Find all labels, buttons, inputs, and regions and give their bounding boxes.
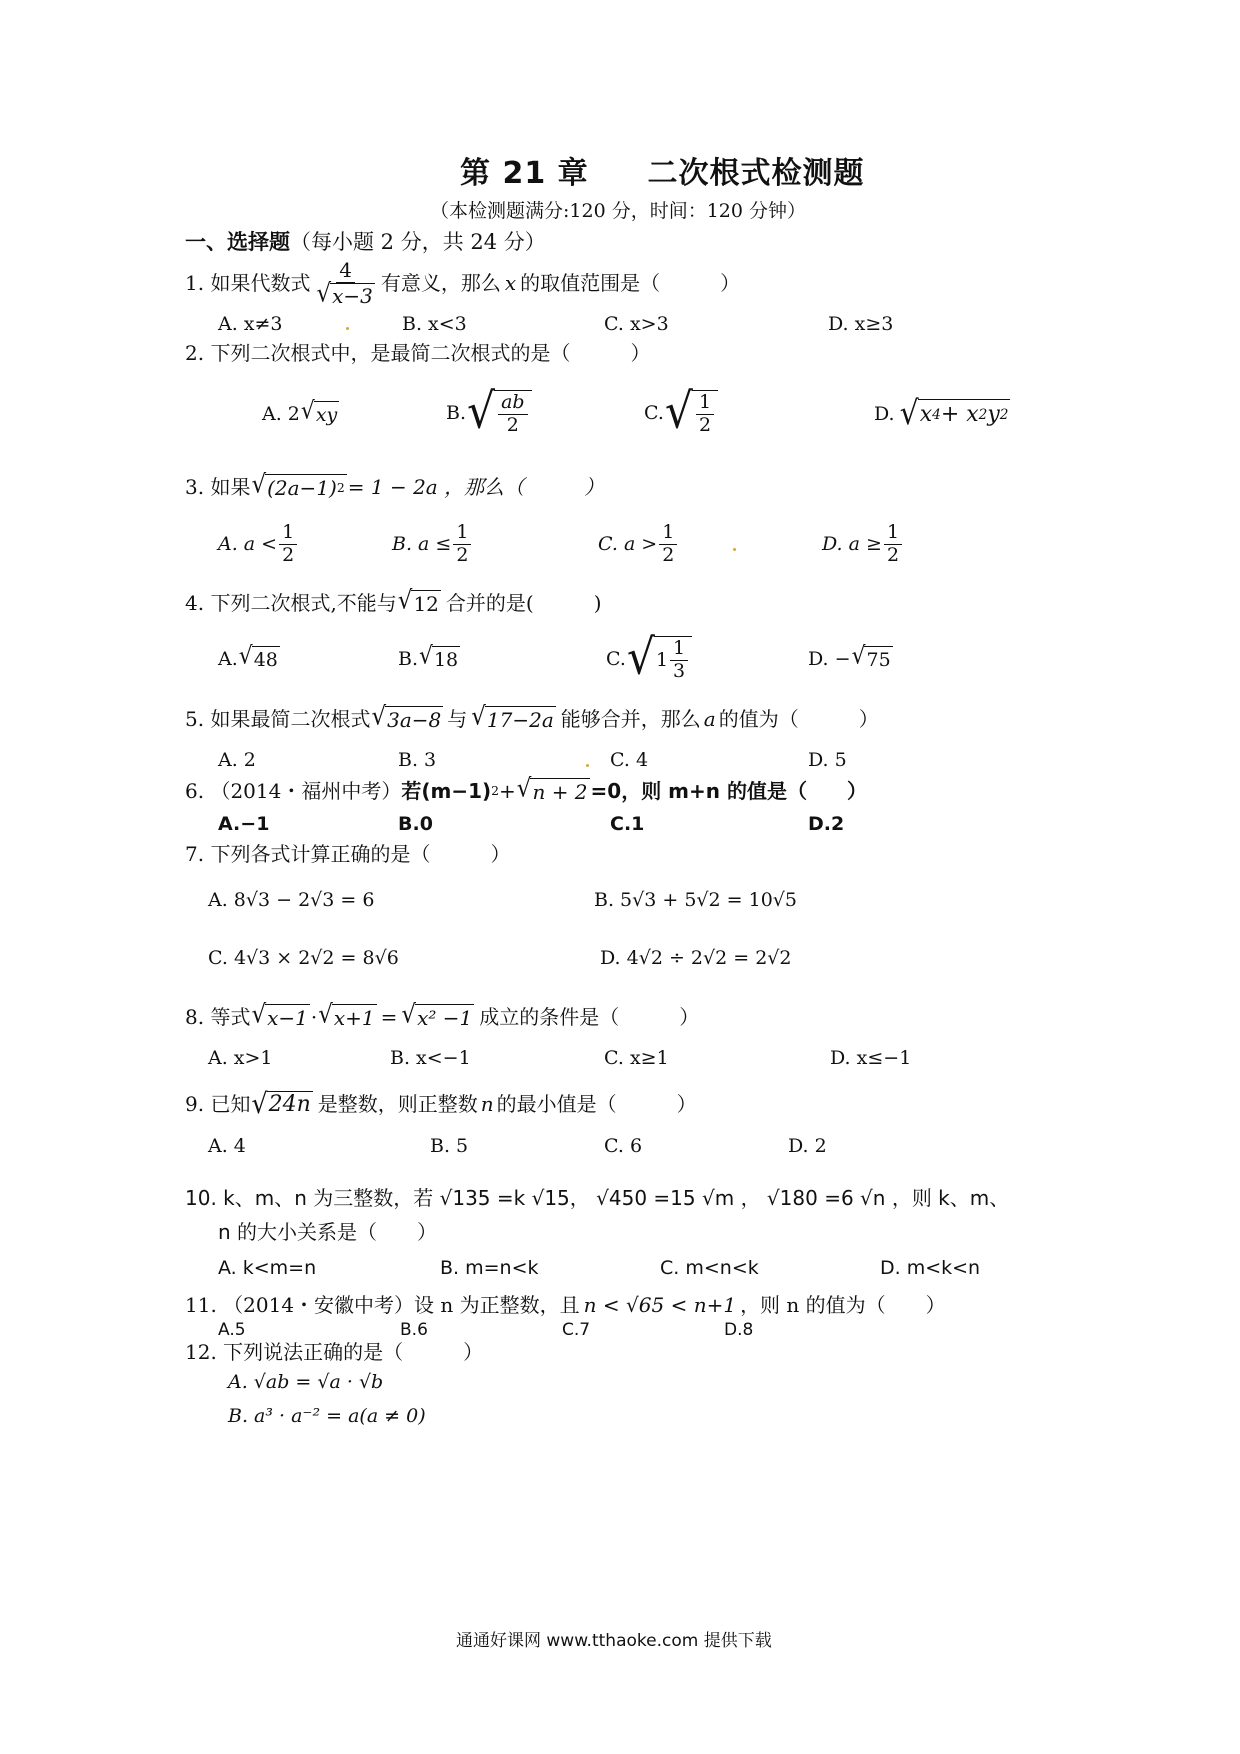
q11-option-c[interactable]: C.7 — [562, 1320, 591, 1340]
q8-option-c[interactable]: C. x≥1 — [604, 1047, 669, 1069]
question-3: 3. 如果 √ (2a−1) 2 = 1 − 2a ，那么（ ） — [185, 470, 605, 500]
q10-option-b[interactable]: B. m=n<k — [440, 1257, 539, 1279]
q1-stem-post-b: 的取值范围是（ ） — [520, 271, 741, 295]
q2-option-b[interactable]: B. √ $\frac{ab}{2}$ — [446, 380, 533, 446]
page-subtitle: （本检测题满分:120 分，时间：120 分钟） — [430, 200, 807, 222]
q3-option-b[interactable]: B. a ≤ $\frac{1}{2}$ — [392, 518, 473, 570]
q2-option-a[interactable]: A. 2 √ xy — [262, 397, 338, 426]
q9-option-c[interactable]: C. 6 — [604, 1135, 643, 1157]
q11-option-d[interactable]: D.8 — [724, 1320, 754, 1340]
q9-option-d[interactable]: D. 2 — [788, 1135, 827, 1157]
q11-option-b[interactable]: B.6 — [400, 1320, 428, 1340]
q5-option-c[interactable]: C. 4 — [610, 749, 649, 771]
q10-option-d[interactable]: D. m<k<n — [880, 1257, 981, 1279]
q1-option-c[interactable]: C. x>3 — [604, 313, 669, 335]
chapter-title: 二次根式检测题 — [647, 156, 865, 191]
q4-option-d[interactable]: D. − √ 75 — [808, 642, 891, 671]
q5-option-a[interactable]: A. 2 — [218, 749, 256, 771]
question-8: 8. 等式 √ x−1 · √ x+1 = √ x² −1 成立的条件是（ ） — [185, 1000, 700, 1030]
section-note: （每小题 2 分，共 24 分） — [290, 230, 546, 254]
q6-option-a[interactable]: A.−1 — [218, 813, 270, 835]
q2-d-sqrt: √ x 4 + x 2 y 2 — [899, 394, 1009, 433]
q1-sqrt: √ x−3 — [316, 279, 373, 308]
q9-option-b[interactable]: B. 5 — [430, 1135, 469, 1157]
q1-stem-post-a: 有意义，那么 — [380, 271, 501, 295]
q8-option-b[interactable]: B. x<−1 — [390, 1047, 471, 1069]
scan-speck — [346, 327, 349, 330]
page-title — [460, 148, 865, 192]
q9-option-a[interactable]: A. 4 — [208, 1135, 246, 1157]
scan-speck — [733, 548, 736, 551]
q2-a-sqrt: √ xy — [300, 397, 338, 426]
q6-option-b[interactable]: B.0 — [398, 813, 433, 835]
q10-option-a[interactable]: A. k<m=n — [218, 1257, 317, 1279]
question-10-line1: 10. k、m、n 为三整数，若 √135 =k √15， √450 =15 √m ， √180 =6 √n ，则 k、m、 — [185, 1186, 1010, 1210]
q1-option-d[interactable]: D. x≥3 — [828, 313, 894, 335]
q2-option-c[interactable]: C. √ $\frac{1}{2}$ — [644, 380, 719, 446]
q8-option-a[interactable]: A. x>1 — [208, 1047, 273, 1069]
q12-option-a[interactable]: A. √ab = √a · √b — [228, 1371, 384, 1393]
q2-b-sqrt: √ $\frac{ab}{2}$ — [467, 390, 532, 437]
q3-option-d[interactable]: D. a ≥ $\frac{1}{2}$ — [822, 518, 904, 570]
page-footer: 通通好课网 www.tthaoke.com 提供下载 — [456, 1631, 772, 1651]
question-10-line2: n 的大小关系是（ ） — [218, 1220, 438, 1244]
chapter-label: 第 21 章 — [460, 156, 589, 191]
scan-speck — [586, 764, 589, 767]
q1-numerator: 4 — [336, 259, 355, 283]
q5-option-b[interactable]: B. 3 — [398, 749, 437, 771]
q4-sqrt: √ 12 — [397, 586, 439, 616]
q4-option-a[interactable]: A. √ 48 — [218, 642, 278, 671]
q10-option-c[interactable]: C. m<n<k — [660, 1257, 759, 1279]
question-7: 7. 下列各式计算正确的是（ ） — [185, 842, 511, 866]
q1-fraction — [312, 259, 378, 308]
question-11: 11. （2014・安徽中考）设 n 为正整数，且 n < √65 < n+1 ，则 n 的值为（ ） — [185, 1293, 946, 1317]
q6-option-c[interactable]: C.1 — [610, 813, 645, 835]
q4-option-c[interactable]: C. √ 1 $\frac{1}{3}$ — [606, 628, 693, 690]
question-5: 5. 如果最简二次根式 √ 3a−8 与 √ 17−2a 能够合并，那么 a 的值为（ ） — [185, 702, 879, 732]
q8-option-d[interactable]: D. x≤−1 — [830, 1047, 912, 1069]
section-heading — [185, 226, 546, 256]
question-2: 2. 下列二次根式中，是最简二次根式的是（ ） — [185, 341, 651, 365]
q7-option-a[interactable]: A. 8√3 − 2√3 = 6 — [208, 889, 375, 911]
question-6: 6. （2014・福州中考） 若(m−1) 2 + √ n + 2 =0，则 m+n 的值是（ ） — [185, 774, 867, 804]
q5-option-d[interactable]: D. 5 — [808, 749, 847, 771]
q3-option-c[interactable]: C. a > $\frac{1}{2}$ — [598, 518, 679, 570]
q3-option-a[interactable]: A. a < $\frac{1}{2}$ — [218, 518, 299, 570]
section-title: 一、选择题 — [185, 230, 290, 254]
q1-stem-pre: 1. 如果代数式 — [185, 271, 311, 295]
question-1 — [185, 255, 740, 311]
q6-option-d[interactable]: D.2 — [808, 813, 845, 835]
q1-option-b[interactable]: B. x<3 — [402, 313, 467, 335]
q7-option-b[interactable]: B. 5√3 + 5√2 = 10√5 — [594, 889, 797, 911]
q4-option-b[interactable]: B. √ 18 — [398, 642, 459, 671]
question-9: 9. 已知 √ 24n 是整数，则正整数 n 的最小值是（ ） — [185, 1087, 697, 1120]
q2-option-d[interactable]: D. √ x 4 + x 2 y 2 — [874, 394, 1009, 433]
question-4: 4. 下列二次根式,不能与 √ 12 合并的是( ) — [185, 586, 602, 616]
question-12: 12. 下列说法正确的是（ ） — [185, 1340, 484, 1364]
q3-sqrt: √ (2a−1) 2 — [251, 470, 345, 500]
q1-option-a[interactable]: A. x≠3 — [218, 313, 283, 335]
q11-option-a[interactable]: A.5 — [218, 1320, 246, 1340]
q12-option-b[interactable]: B. a³ · a⁻² = a(a ≠ 0) — [228, 1405, 426, 1427]
q2-c-sqrt: √ $\frac{1}{2}$ — [665, 390, 718, 437]
q1-variable: x — [504, 271, 517, 295]
q7-option-c[interactable]: C. 4√3 × 2√2 = 8√6 — [208, 947, 399, 969]
q7-option-d[interactable]: D. 4√2 ÷ 2√2 = 2√2 — [600, 947, 792, 969]
